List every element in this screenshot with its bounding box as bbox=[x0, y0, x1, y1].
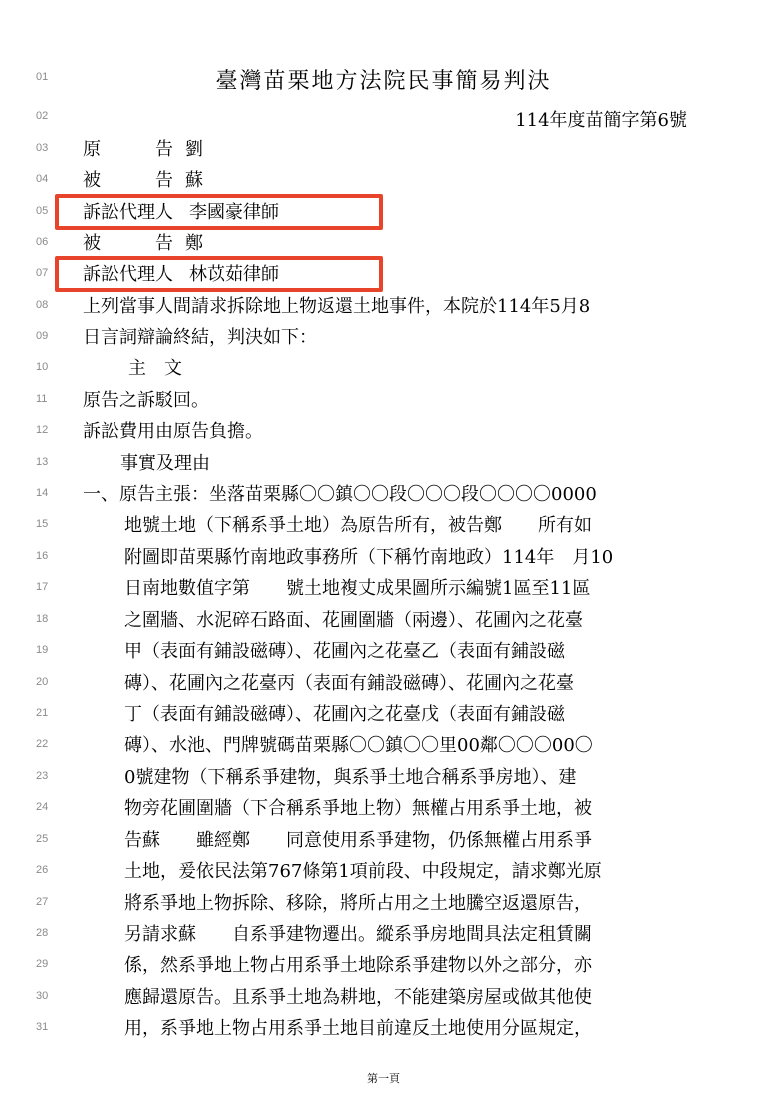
defendant2-name: 鄭 bbox=[185, 233, 203, 254]
line-number: 10 bbox=[36, 361, 49, 373]
defendant2-row bbox=[83, 233, 203, 255]
line-number: 29 bbox=[36, 958, 49, 970]
defendant1-row bbox=[83, 170, 203, 192]
line-number: 13 bbox=[36, 456, 49, 468]
body-line: 一、原告主張：坐落苗栗縣〇〇鎮〇〇段〇〇〇段〇〇〇〇0000 bbox=[83, 484, 597, 505]
agent1-name: 李國豪律師 bbox=[189, 202, 279, 223]
line-number: 27 bbox=[36, 896, 49, 908]
body-line: 將系爭地上物拆除、移除，將所占用之土地騰空返還原告， bbox=[124, 893, 592, 914]
body-line: 物旁花圃圍牆（下合稱系爭地上物）無權占用系爭土地，被 bbox=[124, 798, 592, 819]
document-title: 臺灣苗栗地方法院民事簡易判決 bbox=[215, 69, 552, 94]
line-number: 15 bbox=[36, 518, 49, 530]
line-number: 19 bbox=[36, 644, 49, 656]
line-number: 11 bbox=[36, 393, 48, 405]
line-number: 30 bbox=[36, 990, 49, 1002]
line-number: 16 bbox=[36, 550, 49, 562]
line-number: 12 bbox=[36, 424, 49, 436]
line-number: 02 bbox=[36, 110, 49, 122]
line-number: 23 bbox=[36, 770, 49, 782]
agent2-row bbox=[83, 264, 279, 286]
body-line: 應歸還原告。且系爭土地為耕地，不能建築房屋或做其他使 bbox=[124, 987, 592, 1008]
line-number: 06 bbox=[36, 236, 49, 248]
case-number: 114年度苗簡字第6號 bbox=[515, 110, 687, 131]
line-number: 25 bbox=[36, 833, 49, 845]
body-line: 另請求蘇 自系爭建物遷出。縱系爭房地間具法定租賃關 bbox=[124, 924, 592, 945]
line-number: 14 bbox=[36, 487, 49, 499]
line-number: 05 bbox=[36, 205, 49, 217]
line-number: 09 bbox=[36, 330, 49, 342]
body-line: 告蘇 雖經鄭 同意使用系爭建物，仍係無權占用系爭 bbox=[124, 830, 592, 851]
page-footer: 第一頁 bbox=[367, 1072, 400, 1085]
defendant1-name: 蘇 bbox=[185, 170, 203, 191]
body-line: 0號建物（下稱系爭建物，與系爭土地合稱系爭房地）、建 bbox=[124, 767, 577, 788]
line-number: 07 bbox=[36, 267, 49, 279]
body-line: 係，然系爭地上物占用系爭土地除系爭建物以外之部分，亦 bbox=[124, 955, 592, 976]
line-number: 26 bbox=[36, 864, 49, 876]
defendant1-role: 被 告 bbox=[83, 170, 173, 191]
line-number: 28 bbox=[36, 927, 49, 939]
body-line: 日南地數值字第 號土地複丈成果圖所示編號1區至11區 bbox=[124, 578, 591, 599]
body-line: 用，系爭地上物占用系爭土地目前違反土地使用分區規定， bbox=[124, 1018, 592, 1039]
body-line: 甲（表面有鋪設磁磚）、花圃內之花臺乙（表面有鋪設磁 bbox=[124, 641, 565, 662]
line-number: 20 bbox=[36, 676, 49, 688]
body-line: 日言詞辯論終結，判決如下： bbox=[83, 327, 317, 348]
body-line: 土地，爰依民法第767條第1項前段、中段規定，請求鄭光原 bbox=[124, 861, 602, 882]
plaintiff-name: 劉 bbox=[185, 139, 203, 160]
section-heading-facts: 事實及理由 bbox=[120, 453, 210, 474]
agent2-role: 訴訟代理人 bbox=[83, 264, 173, 285]
line-number: 17 bbox=[36, 581, 49, 593]
agent1-role: 訴訟代理人 bbox=[83, 202, 173, 223]
body-line: 磚）、水池、門牌號碼苗栗縣〇〇鎮〇〇里00鄰〇〇〇00〇 bbox=[124, 735, 593, 756]
body-line: 磚）、花圃內之花臺丙（表面有鋪設磁磚）、花圃內之花臺 bbox=[124, 673, 574, 694]
plaintiff-role: 原 告 bbox=[83, 139, 173, 160]
line-number: 08 bbox=[36, 299, 49, 311]
plaintiff-row bbox=[83, 139, 203, 161]
line-number: 04 bbox=[36, 173, 49, 185]
section-heading-main: 主 文 bbox=[128, 358, 182, 379]
agent2-name: 林苡茹律師 bbox=[189, 264, 279, 285]
body-line: 附圖即苗栗縣竹南地政事務所（下稱竹南地政）114年 月10 bbox=[124, 547, 614, 568]
defendant2-role: 被 告 bbox=[83, 233, 173, 254]
body-line: 訴訟費用由原告負擔。 bbox=[83, 421, 263, 442]
line-number: 01 bbox=[36, 71, 49, 83]
body-line: 地號土地（下稱系爭土地）為原告所有，被告鄭 所有如 bbox=[124, 515, 592, 536]
body-line: 上列當事人間請求拆除地上物返還土地事件，本院於114年5月8 bbox=[83, 296, 591, 317]
line-number: 21 bbox=[36, 707, 49, 719]
body-line: 之圍牆、水泥碎石路面、花圃圍牆（兩邊）、花圃內之花臺 bbox=[124, 610, 583, 631]
body-line: 原告之訴駁回。 bbox=[83, 390, 209, 411]
line-number: 03 bbox=[36, 142, 49, 154]
agent1-row bbox=[83, 202, 279, 224]
line-number: 24 bbox=[36, 801, 49, 813]
body-line: 丁（表面有鋪設磁磚）、花圃內之花臺戊（表面有鋪設磁 bbox=[124, 704, 565, 725]
line-number: 31 bbox=[36, 1021, 49, 1033]
line-number: 18 bbox=[36, 613, 49, 625]
line-number: 22 bbox=[36, 738, 49, 750]
